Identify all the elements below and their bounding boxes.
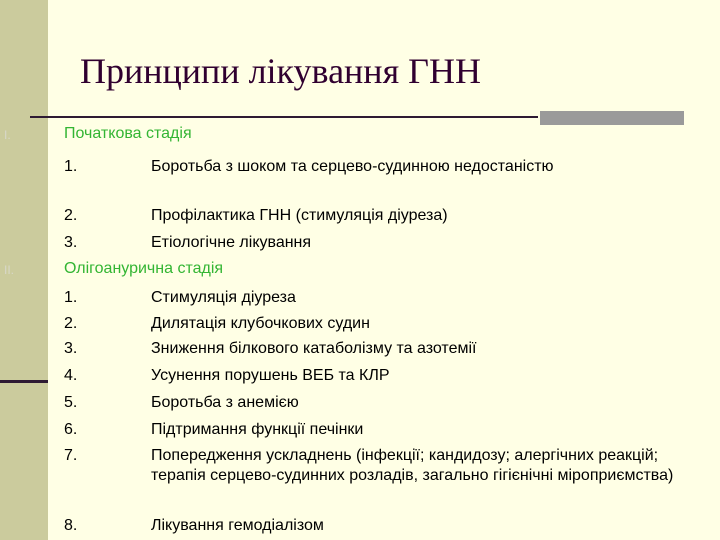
list-item-number: 8. (64, 517, 78, 534)
section-heading: Олігоанурична стадія (64, 260, 224, 277)
title-rule (30, 116, 538, 118)
slide-title: Принципи лікування ГНН (80, 51, 481, 91)
title-accent-bar (540, 111, 684, 125)
list-item-number: 5. (64, 394, 78, 411)
list-item-text: Боротьба з шоком та серцево-судинною недостаністю (151, 158, 554, 175)
list-item-text: Попередження ускладнень (інфекції; кандидозу; алергічних реакцій; терапія серцево-судинних розладів, загально гігієнічні міроприємства) (151, 447, 674, 484)
list-item-text: Усунення порушень ВЕБ та КЛР (151, 367, 390, 384)
list-item-number: 6. (64, 421, 78, 438)
list-item-number: 3. (64, 340, 78, 357)
list-item-text: Підтримання функції печінки (151, 421, 364, 438)
section-heading: Початкова стадія (64, 125, 192, 142)
list-item-text: Боротьба з анемією (151, 394, 299, 411)
section-numeral: I. (4, 128, 11, 142)
list-item-number: 1. (64, 158, 78, 175)
list-item-text: Стимуляція діуреза (151, 289, 296, 306)
list-item-number: 2. (64, 315, 78, 332)
list-item-text: Зниження білкового катаболізму та азотемії (151, 340, 477, 357)
list-item-number: 7. (64, 447, 78, 464)
list-item-text: Профілактика ГНН (стимуляція діуреза) (151, 207, 448, 224)
list-item-number: 2. (64, 207, 78, 224)
list-item-number: 4. (64, 367, 78, 384)
list-item-text: Етіологічне лікування (151, 234, 312, 251)
sidebar-divider (0, 380, 48, 383)
list-item-text: Дилятація клубочкових судин (151, 315, 370, 332)
list-item-number: 3. (64, 234, 78, 251)
section-numeral: II. (4, 263, 15, 277)
list-item-text: Лікування гемодіалізом (151, 517, 324, 534)
list-item-number: 1. (64, 289, 78, 306)
